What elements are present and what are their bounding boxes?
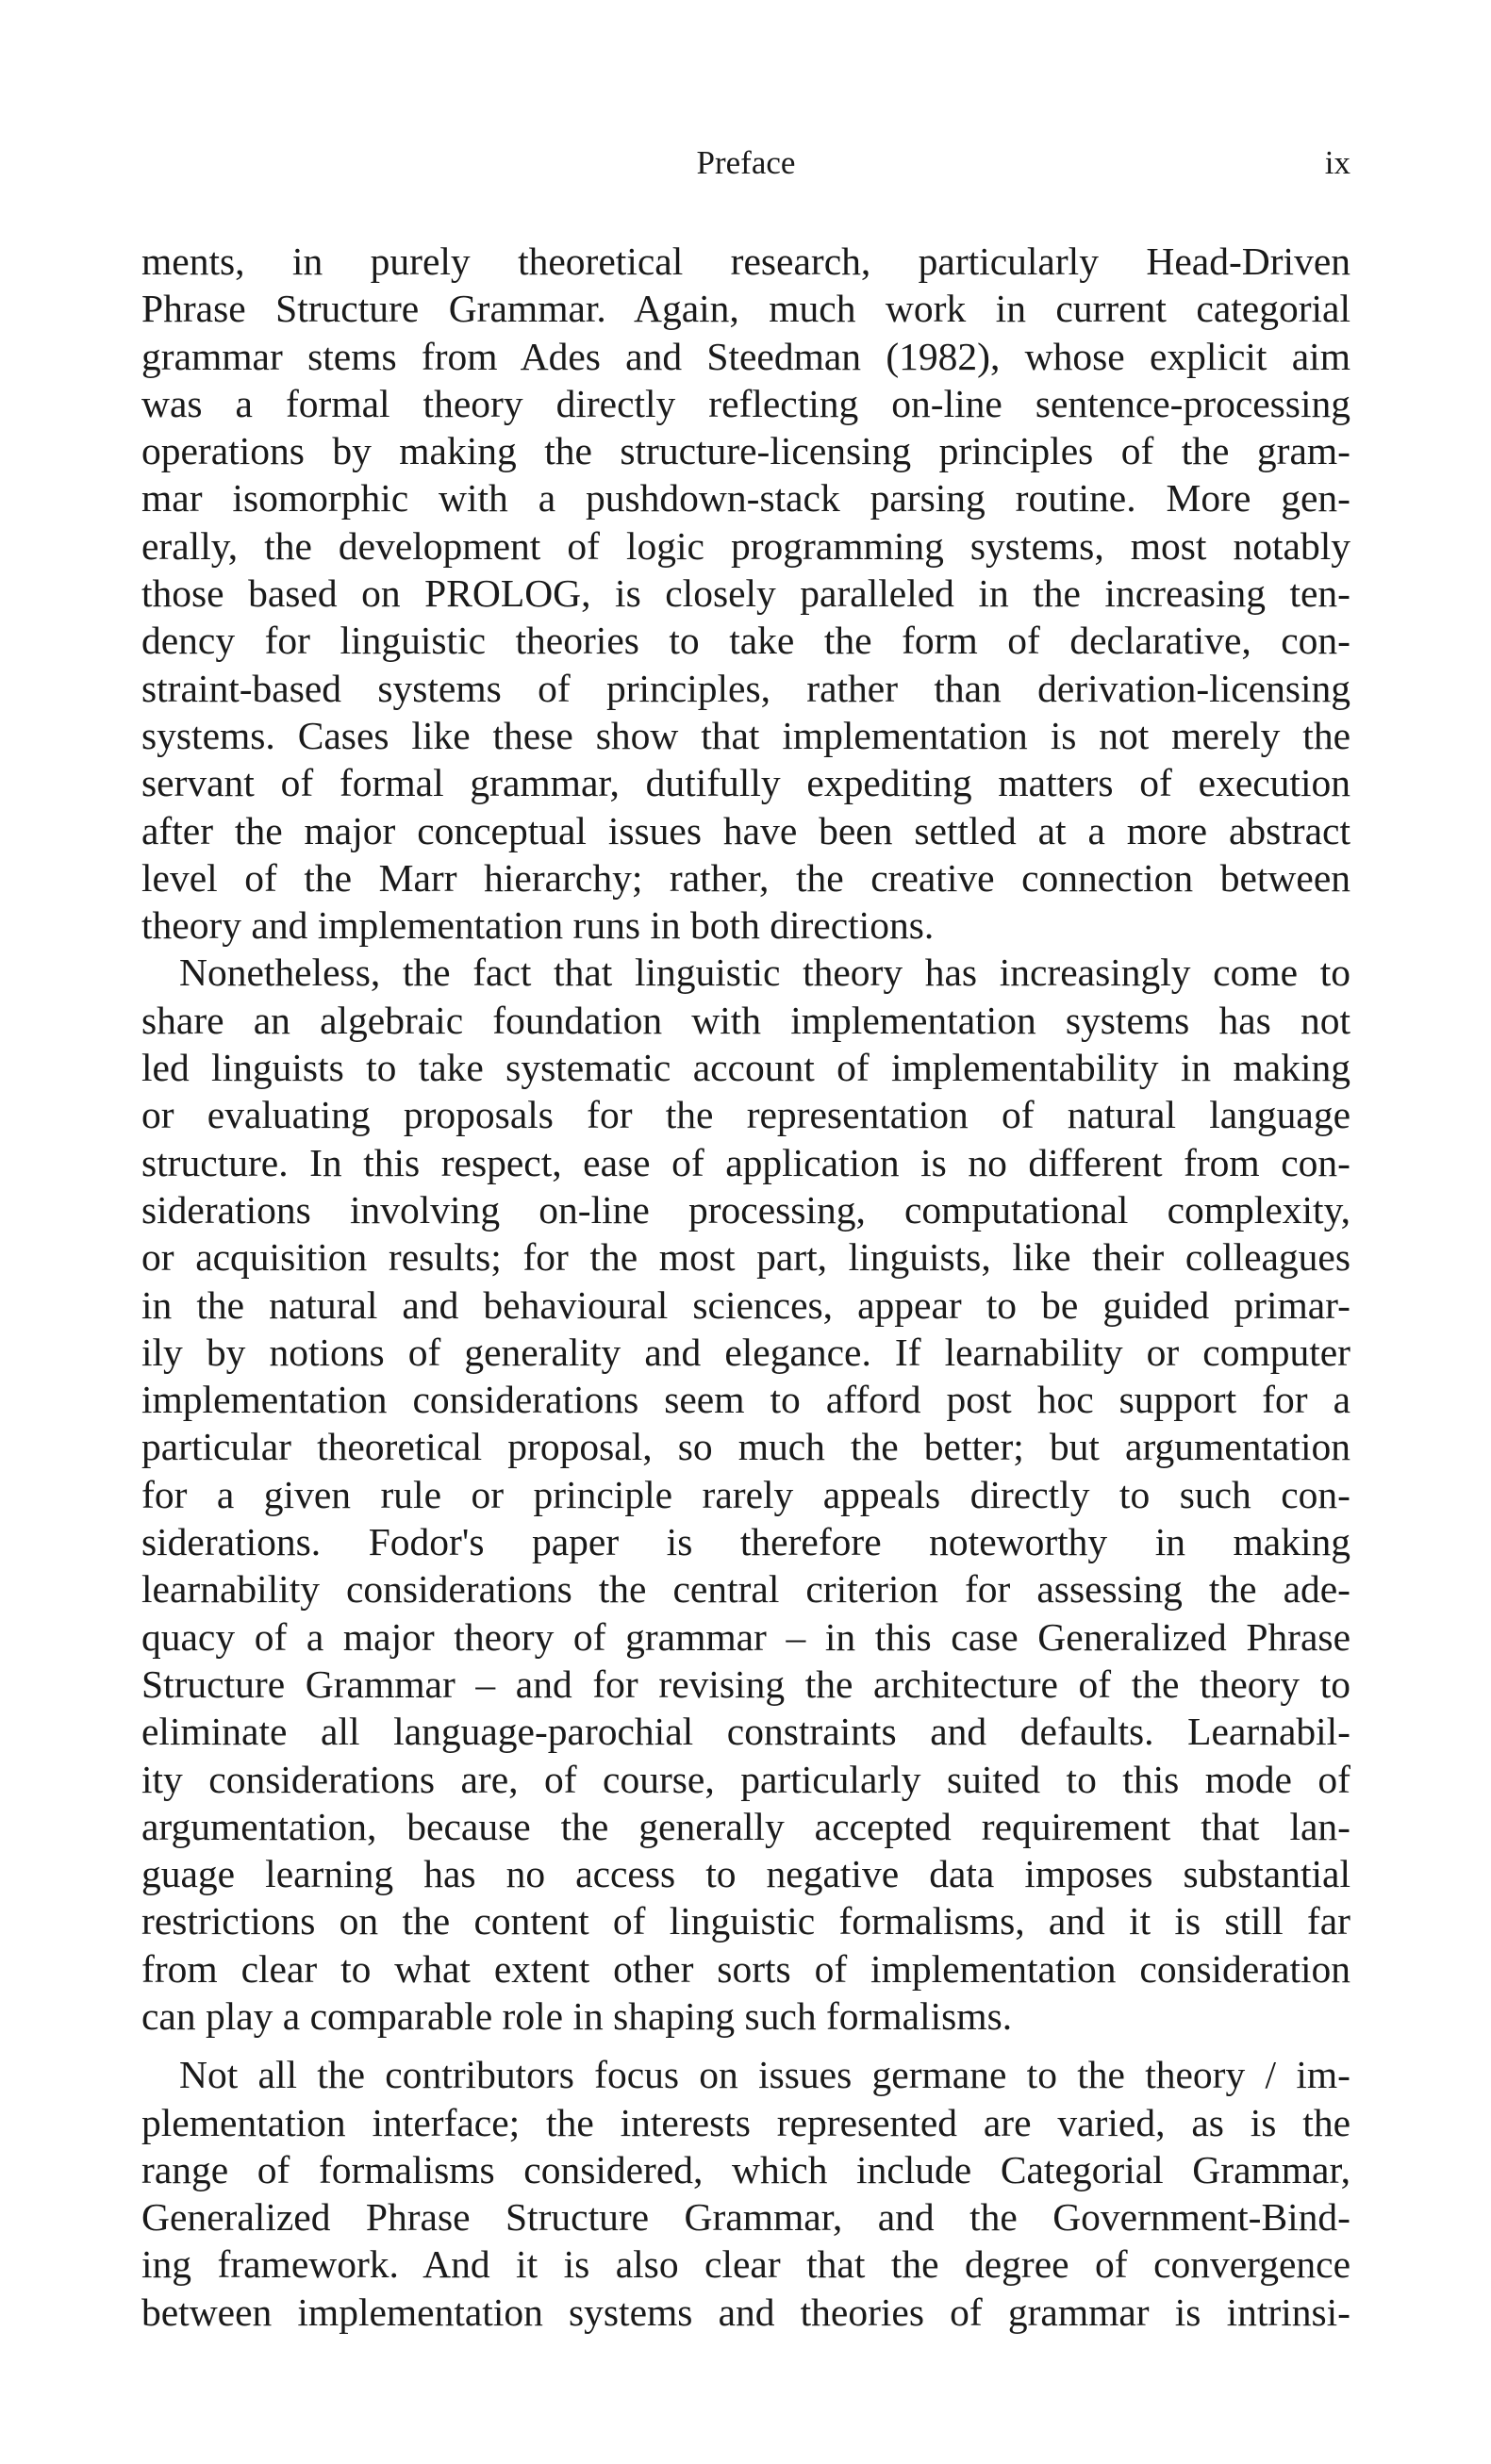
running-title: Preface (696, 144, 796, 181)
text-line: restrictions on the content of linguistic formalisms, and it is still far (141, 1899, 1350, 1943)
text-line: from clear to what extent other sorts of implementation consideration (141, 1946, 1350, 1991)
text-line: plementation interface; the interests represented are varied, as is the (141, 2100, 1350, 2144)
text-line: theory and implementation runs in both directions. (141, 903, 935, 948)
text-line: learnability considerations the central criterion for assessing the ade- (141, 1567, 1350, 1612)
text-line: systems. Cases like these show that implementation is not merely the (141, 713, 1350, 757)
text-line: or acquisition results; for the most part, linguists, like their colleagues (141, 1235, 1350, 1280)
text-line: quacy of a major theory of grammar – in this case Generalized Phrase (141, 1614, 1350, 1659)
text-line: ing framework. And it is also clear that the degree of convergence (141, 2242, 1350, 2287)
text-line: Nonetheless, the fact that linguistic theory has increasingly come to (179, 951, 1350, 995)
paragraph (141, 2051, 1350, 2336)
text-line: range of formalisms considered, which include Categorial Grammar, (141, 2147, 1350, 2191)
text-line: structure. In this respect, ease of application is no different from con- (141, 1140, 1350, 1184)
text-line: erally, the development of logic programming systems, most notably (141, 523, 1350, 568)
text-line: siderations involving on-line processing, computational complexity, (141, 1187, 1350, 1232)
text-line: operations by making the structure-licensing principles of the gram- (141, 429, 1350, 473)
text-line: in the natural and behavioural sciences, appear to be guided primar- (141, 1282, 1350, 1327)
text-line: after the major conceptual issues have been settled at a more abstract (141, 808, 1350, 852)
text-line: servant of formal grammar, dutifully expediting matters of execution (141, 761, 1350, 805)
text-line: particular theoretical proposal, so much the better; but argumentation (141, 1425, 1350, 1469)
text-line: mar isomorphic with a pushdown-stack parsing routine. More gen- (141, 476, 1350, 521)
text-line: argumentation, because the generally accepted requirement that lan- (141, 1804, 1350, 1848)
text-line: ity considerations are, of course, particularly suited to this mode of (141, 1757, 1350, 1801)
text-line: level of the Marr hierarchy; rather, the creative connection between (141, 855, 1350, 900)
text-line: ily by notions of generality and elegance. If learnability or computer (141, 1330, 1350, 1374)
text-line: implementation considerations seem to afford post hoc support for a (141, 1378, 1350, 1422)
text-line: led linguists to take systematic account of implementability in making (141, 1046, 1350, 1090)
text-line: those based on PROLOG, is closely paralleled in the increasing ten- (141, 571, 1350, 616)
text-line: Structure Grammar – and for revising the architecture of the theory to (141, 1662, 1350, 1706)
text-line: can play a comparable role in shaping such formalisms. (141, 1993, 1013, 2038)
paragraph (141, 238, 1350, 949)
text-line: siderations. Fodor's paper is therefore noteworthy in making (141, 1520, 1350, 1564)
text-line: grammar stems from Ades and Steedman (1982), whose explicit aim (141, 334, 1350, 378)
body-text (141, 238, 1350, 2336)
text-line: Phrase Structure Grammar. Again, much work in current categorial (141, 287, 1350, 331)
text-line: eliminate all language-parochial constraints and defaults. Learnabil- (141, 1710, 1350, 1754)
text-line: share an algebraic foundation with implementation systems has not (141, 998, 1350, 1042)
running-head (141, 140, 1350, 187)
paragraph (141, 949, 1350, 2040)
text-line: ments, in purely theoretical research, particularly Head-Driven (141, 240, 1350, 283)
text-line: for a given rule or principle rarely appeals directly to such con- (141, 1472, 1350, 1516)
text-line: guage learning has no access to negative data imposes substantial (141, 1852, 1350, 1896)
text-line: between implementation systems and theories of grammar is intrinsi- (141, 2290, 1350, 2334)
text-line: dency for linguistic theories to take the form of declarative, con- (141, 619, 1350, 663)
page-number: ix (1324, 144, 1350, 181)
text-line: Not all the contributors focus on issues germane to the theory / im- (179, 2053, 1350, 2097)
text-line: was a formal theory directly reflecting on-line sentence-processing (141, 381, 1350, 425)
text-line: Generalized Phrase Structure Grammar, and the Government-Bind- (141, 2195, 1350, 2240)
text-line: straint-based systems of principles, rather than derivation-licensing (141, 666, 1350, 710)
text-line: or evaluating proposals for the representation of natural language (141, 1093, 1350, 1137)
